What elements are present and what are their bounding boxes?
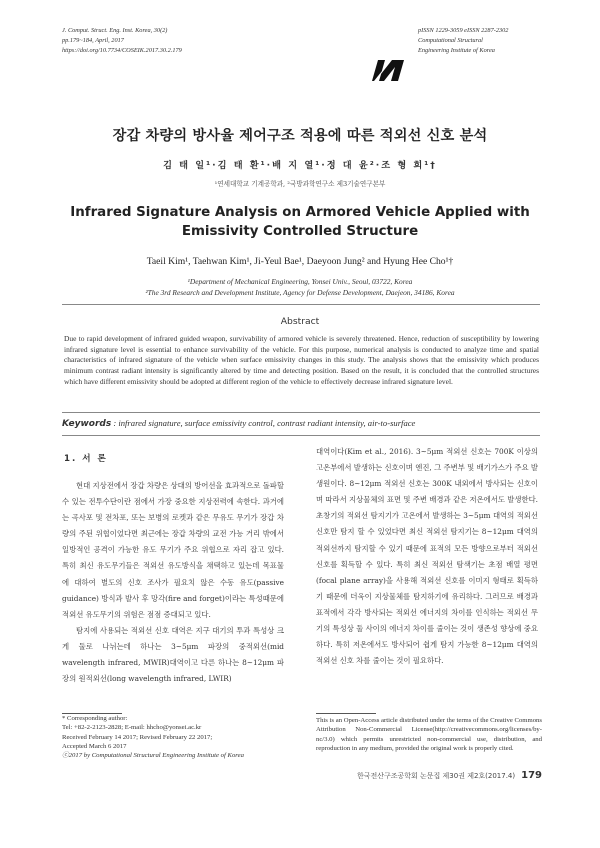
paper-title-english: Infrared Signature Analysis on Armored Vehicle Applied with Emissivity Controlled Structure [70,205,530,239]
keywords-label: Keywords [62,419,112,429]
body-column-right [316,444,538,669]
footnote-line: Received February 14 2017; Revised February 22 2017; [62,733,213,741]
abstract-heading: Abstract [280,316,320,327]
body-column-left [62,478,284,687]
page-footer [330,770,542,781]
footnote-line: Tel: +82-2-2123-2828; E-mail: hhcho@yonsei.ac.kr [62,724,202,732]
keywords [62,418,542,429]
footnote-left [62,714,288,760]
keywords-text: : infrared signature, surface emissivity control, contrast radiant intensity, air-to-surface [111,418,416,428]
footnote-line: Accepted March 6 2017 [62,742,127,750]
society-name-line: Engineering Institute of Korea [418,47,495,54]
society-logo-icon [370,57,406,83]
society-name-line: Computational Structural [418,37,483,44]
paper-title-korean: 장갑 차량의 방사율 제어구조 적용에 따른 적외선 신호 분석 [112,128,488,144]
citation-line: pp.179~184, April, 2017 [62,37,124,44]
license-note: This is an Open-Access article distributed under the terms of the Creative Commons Attribution Non-Commercial License(http://creativecommons.org/licenses/by-nc/3.0) which permits unrestricted non-commercial use, distribution, and reproduction in any medium, provided the original work is properly cited. [316,717,542,752]
affiliation-korean: ¹연세대학교 기계공학과, ²국방과학연구소 제3기술연구본부 [214,180,386,188]
page-number: 179 [521,770,542,781]
doi-link[interactable]: https://doi.org/10.7734/COSEIK.2017.30.2.179 [62,47,182,54]
divider [62,304,540,305]
paragraph: 대역이다(Kim et al., 2016). 3~5μm 적외선 신호는 700K 이상의 고온부에서 발생하는 신호이며 엔진, 그 주변부 및 배기가스가 주요 발생원이다. 8~12μm 적외선 신호는 300K 내외에서 방사되는 신호이며 따라서 지상물체의 표면 및 주변 배경과 같은 저온에서도 발생한다. 초창기의 적외선 탐지기가 고온에서 발생하는 3~5μm 대역의 적외선 신호만 탐지 할 수 있었다면 최신 적외선 탐지기는 8~12μm 대역의 적외선까지 탐지할 수 있기 때문에 표적의 모든 방향으로부터 적외선 신호를 획득할 수 있다. 특히 최신 적외선 탐색기는 초점 배열 평면(focal plane array)을 사용해 적외선 신호를 이미지 형태로 획득하기 때문에 더욱이 지상물체를 탐지하기에 유리하다. 그러므로 배경과 표적에서 각각 방사되는 적외선 에너지의 차이를 인식하는 적외선 무기의 특성상 둘 사이의 에너지 차이를 줄이는 것이 생존성 향상에 중요하다. 특히 저온에서도 방사되어 쉽게 탐지 가능한 8~12μm 대역의 적외선 신호 차를 줄이는 것이 필요하다. [316,447,538,666]
authors-korean: 김 태 일¹·김 태 환¹·배 지 열¹·정 대 윤²·조 형 희¹† [163,160,437,171]
issn-block [418,26,508,56]
issn-line: pISSN 1229-3059 eISSN 2287-2302 [418,27,509,34]
journal-citation [62,26,182,56]
divider [62,435,540,436]
paragraph: 탐지에 사용되는 적외선 신호 대역은 지구 대기의 투과 특성상 크게 둘로 나뉘는데 하나는 3~5μm 파장의 중적외선(mid wavelength infrared, MWIR)대역이고 다른 하나는 8~12μm 파장의 원적외선(long wavelength infrared, LWIR) [62,625,284,684]
footer-journal: 한국전산구조공학회 논문집 제30권 제2호(2017.4) [356,772,516,780]
divider [62,412,540,413]
abstract-text: Due to rapid development of infrared guided weapon, survivability of armored vehicle is severely threatened. Hence, reduction of susceptibility by lowering infrared signature level is essential to enhance survivability of the vehicle. For this purpose, numerical analysis is conducted to analyze time and spatial characteristics of infrared signature of the vehicle when surface emissivity changes in this study. The analysis shows that the emissivity which produces minimum contrast radiant intensity is significantly altered by time and detecting position. Based on the result, it is concluded that the controlled structures which have different emissivity should be adopted at different region of the vehicle to effectively decrease infrared signature level. [64,334,539,386]
affiliation-line: ²The 3rd Research and Development Institute, Agency for Defense Development, Daejeon, 34186, Korea [145,288,455,297]
footnote-line: ⓒ2017 by Computational Structural Engineering Institute of Korea [62,752,244,760]
section-heading: 1. 서 론 [64,454,108,464]
affiliation-line: ¹Department of Mechanical Engineering, Yonsei Univ., Seoul, 03722, Korea [187,277,413,286]
footnote-divider [316,713,376,714]
authors-english: Taeil Kim¹, Taehwan Kim¹, Ji-Yeul Bae¹, Daeyoon Jung² and Hyung Hee Cho¹† [146,256,454,267]
footnote-line: * Corresponding author: [62,715,128,722]
paragraph: 현대 지상전에서 장갑 차량은 상대의 방어선을 효과적으로 돌파할 수 있는 전투수단이란 점에서 가장 중요한 지상전력에 속한다. 과거에는 곡사포 및 전차포, 또는 보병의 로켓과 같은 무유도 무기가 장갑 차량의 주된 위협이었다면 최근에는 장갑 차량의 교전 가능 거리 밖에서 일방적인 공격이 가능한 유도 무기가 주요 위협으로 자리 잡고 있다. 특히 최신 유도무기들은 적외선 유도방식을 채택하고 있는데 목표물에 대하여 별도의 신호 조사가 필요치 않은 수동 유도(passive guidance) 방식과 발사 후 망각(fire and forget)이라는 특성때문에 적외선 유도무기의 위험은 점점 증대되고 있다. [62,481,284,619]
citation-line: J. Comput. Struct. Eng. Inst. Korea, 30(2) [62,27,168,34]
affiliation-english [0,276,600,298]
